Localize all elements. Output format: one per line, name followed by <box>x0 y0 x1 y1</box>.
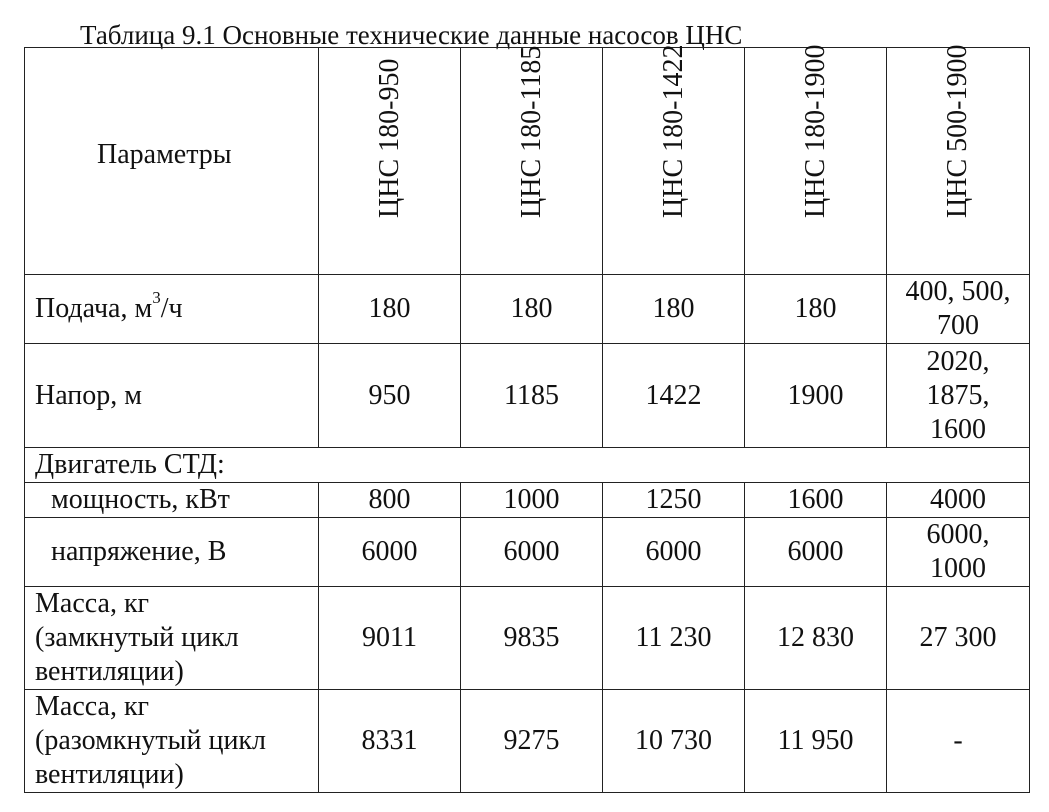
table-cell: 11 950 <box>745 690 887 793</box>
table-cell: 9835 <box>461 587 603 690</box>
table-cell: 1900 <box>745 344 887 448</box>
table-cell: 6000 <box>461 518 603 587</box>
header-cell-model-2 <box>461 45 603 275</box>
table-cell: 1600 <box>745 483 887 518</box>
table-row-massa-closed <box>25 587 1030 690</box>
cell-line: 700 <box>937 310 979 341</box>
table-cell: 950 <box>319 344 461 448</box>
label-line: вентиляции) <box>35 759 184 790</box>
model-label: ЦНС 500-1900 <box>942 44 973 218</box>
table-cell: 9011 <box>319 587 461 690</box>
table-cell: 180 <box>603 275 745 344</box>
row-label-podacha <box>25 275 319 344</box>
table-cell: 11 230 <box>603 587 745 690</box>
table-cell: 1250 <box>603 483 745 518</box>
table-row-dvigatel <box>25 448 1030 483</box>
label-line: (замкнутый цикл <box>35 622 239 653</box>
row-label-dvigatel: Двигатель СТД: <box>25 448 1030 483</box>
cell-line: 400, 500, <box>905 276 1011 307</box>
table-cell-multiline <box>887 344 1030 448</box>
label-line: (разомкнутый цикл <box>35 725 266 756</box>
table-cell-multiline <box>887 275 1030 344</box>
table-cell: 1185 <box>461 344 603 448</box>
header-row <box>25 48 1030 275</box>
header-cell-parameters <box>25 48 319 275</box>
header-cell-model-1 <box>319 48 461 275</box>
table-cell: 4000 <box>887 483 1030 518</box>
table-cell: 27 300 <box>887 587 1030 690</box>
table-cell: 6000 <box>603 518 745 587</box>
table-row-moshnost <box>25 483 1030 518</box>
table-row-podacha <box>25 275 1030 344</box>
label-line: вентиляции) <box>35 656 184 687</box>
table-cell: 6000 <box>319 518 461 587</box>
model-label: ЦНС 180-1422 <box>657 44 689 218</box>
table-cell: 180 <box>745 275 887 344</box>
pump-spec-table <box>24 44 1030 793</box>
table-cell: - <box>887 690 1030 793</box>
header-cell-model-3 <box>603 44 745 275</box>
header-cell-model-4 <box>745 44 887 275</box>
cell-line: 6000, <box>926 519 990 550</box>
table-cell: 1422 <box>603 344 745 448</box>
table-cell: 180 <box>461 275 603 344</box>
cell-line: 2020, <box>926 345 990 377</box>
label-line: Масса, кг <box>35 588 150 619</box>
model-label: ЦНС 180-1185 <box>515 45 547 218</box>
row-label-massa-closed <box>25 587 319 690</box>
header-cell-model-5 <box>887 44 1030 275</box>
cell-line: 1000 <box>930 553 986 584</box>
header-parameters-label: Параметры <box>97 139 232 170</box>
label-text: Подача, м <box>35 293 153 324</box>
label-line: Масса, кг <box>35 691 150 722</box>
table-cell: 800 <box>319 483 461 518</box>
row-label-moshnost: мощность, кВт <box>25 483 319 518</box>
row-label-napor: Напор, м <box>25 344 319 448</box>
table-cell: 9275 <box>461 690 603 793</box>
label-text: /ч <box>160 293 183 324</box>
table-row-napor <box>25 344 1030 448</box>
row-label-napryazhenie: напряжение, В <box>25 518 319 587</box>
table-caption: Таблица 9.1 Основные технические данные насосов ЦНС <box>80 20 743 50</box>
table-cell: 8331 <box>319 690 461 793</box>
table-cell: 1000 <box>461 483 603 518</box>
model-label: ЦНС 180-1900 <box>799 44 831 218</box>
table-cell: 180 <box>319 275 461 344</box>
model-label: ЦНС 180-950 <box>373 58 405 218</box>
table-row-massa-open <box>25 690 1030 793</box>
row-label-massa-open <box>25 690 319 793</box>
table-cell-multiline <box>887 518 1030 587</box>
cell-line: 1600 <box>930 413 986 445</box>
label-superscript: 3 <box>152 287 161 307</box>
table-cell: 10 730 <box>603 690 745 793</box>
cell-line: 1875, <box>926 379 990 411</box>
table-row-napryazhenie <box>25 518 1030 587</box>
table-cell: 12 830 <box>745 587 887 690</box>
table-cell: 6000 <box>745 518 887 587</box>
